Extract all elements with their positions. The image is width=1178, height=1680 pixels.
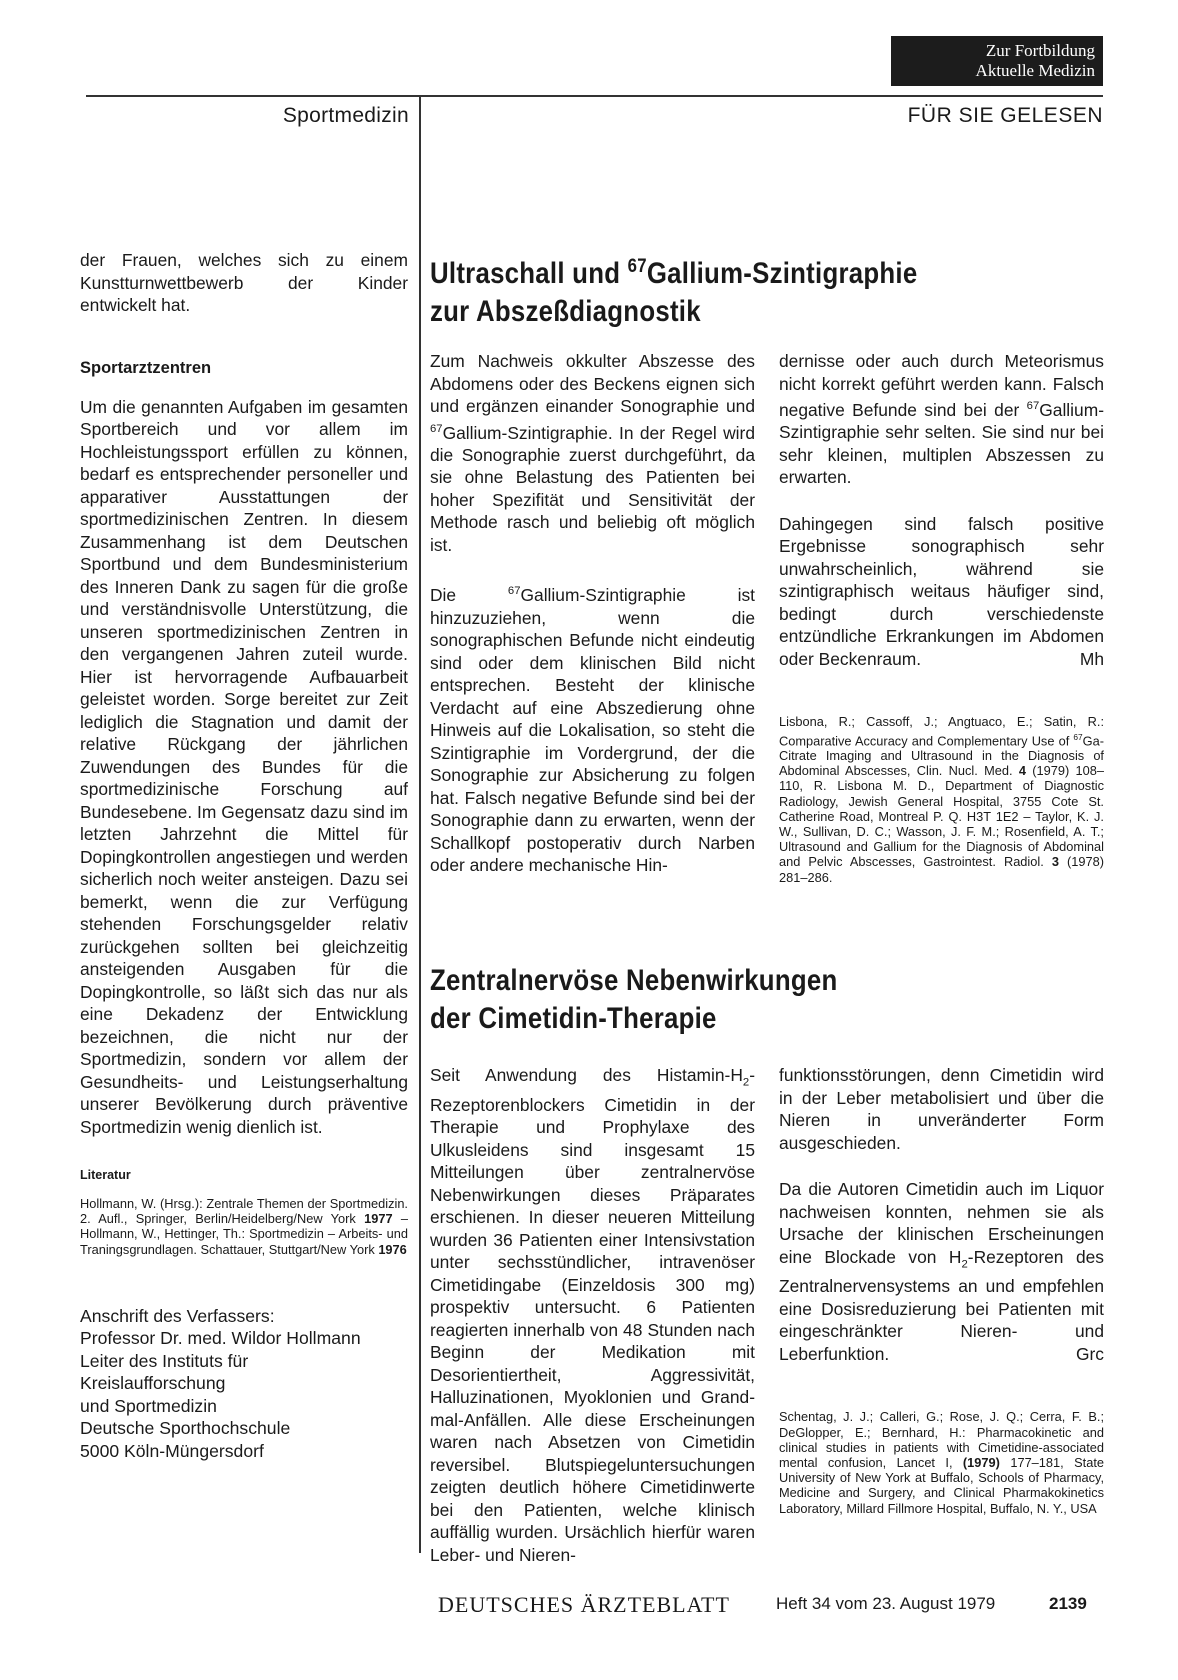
article-1-title-line-1: Ultraschall und $^{67}$Gallium-Szintigraphie — [430, 255, 918, 290]
article-2-title-line-1: Zentralnervöse Nebenwirkungen — [430, 964, 838, 997]
literature-heading: Literatur — [80, 1168, 131, 1182]
ref-text-2: – Hollmann, W., Hettinger, Th.: Sportmedizin – Arbeits- und Traningsgrundlagen. Schattauer, Stuttgart/New York — [80, 1211, 408, 1257]
article-1-signature: Mh — [1079, 648, 1104, 669]
issue-info: Heft 34 vom 23. August 1979 — [776, 1594, 996, 1613]
author-address — [80, 1305, 408, 1463]
article-1-column-right — [779, 350, 1104, 885]
address-line: und Sportmedizin — [80, 1395, 217, 1416]
ref-text-1: Hollmann, W. (Hrsg.): Zentrale Themen der Sportmedizin. 2. Aufl., Springer, Berlin/Heidelberg/New York — [80, 1196, 408, 1227]
journal-name: DEUTSCHES ÄRZTEBLATT — [438, 1592, 730, 1617]
article-1-paragraph-4: Dahingegen sind falsch positive Ergebnisse sonographisch sehr unwahrscheinlich, während sie szintigraphisch weitaus häufiger sind, bedingt durch verschiedenste entzündliche Erkrankungen im Abdomen oder Beckenraum. Mh — [779, 513, 1104, 669]
intro-text: der Frauen, welches sich zu einem Kunstturnwettbewerb der Kinder entwickelt hat. — [80, 250, 408, 315]
article-2-paragraph-3: Da die Autoren Cimetidin auch im Liquor nachweisen konnten, nehmen sie als Ursache der klinischen Erscheinungen eine Blockade von $H_2$-Rezeptoren des Zentralnervensystems an und empfehlen eine Dosisreduzierung bei Patienten mit eingeschränkter Nieren- und Leberfunktion. Grc — [779, 1179, 1105, 1364]
badge-line-2: Aktuelle Medizin — [975, 61, 1095, 80]
ref-year-1: 1977 — [364, 1211, 393, 1227]
address-line: Leiter des Instituts für — [80, 1350, 249, 1371]
literature-reference — [80, 1196, 408, 1257]
article-1-paragraph-3: dernisse oder auch durch Meteorismus nicht korrekt geführt werden kann. Falsch negative Befunde sind bei der $^{67}$Gallium-Szintigraphie sehr selten. Sie sind nur bei sehr kleinen, multiplen Abszessen zu erwarten. — [779, 351, 1104, 488]
article-1-reference: Lisbona, R.; Cassoff, J.; Angtuaco, E.; Satin, R.: Comparative Accuracy and Complementary Use of $^{67}$Ga-Citrate Imaging and Ultrasound in the Diagnosis of Abdominal Abscesses, Clin. Nucl. Med. 4 (1979) 108–110, R. Lisbona M. D., Department of Diagnostic Radiology, Jewish General Hospital, 3755 Cote St. Catherine Road, Montreal P. Q. H3T 1E2 – Taylor, K. J. W., Sullivan, D. C.; Wasson, J. F. M.; Rosenfield, A. T.; Ultrasound and Gallium for the Diagnosis of Abdominal and Pelvic Abscesses, Gastrointest. Radiol. 3 (1978) 281–286. — [779, 714, 1105, 885]
column-divider — [419, 95, 421, 1553]
article-1-column-left — [430, 350, 755, 887]
article-1-title-line-2: zur Abszeßdiagnostik — [430, 295, 701, 328]
article-1-paragraph-1: Zum Nachweis okkulter Abszesse des Abdomens oder des Beckens eignen sich und ergänzen einander Sonographie und $^{67}$Gallium-Szintigraphie. In der Regel wird die Sonographie zuerst durchgeführt, da sie ohne Belastung des Patienten bei hoher Spezifität und Sensitivität der Methode rasch und beliebig oft möglich ist. — [430, 351, 755, 555]
address-line: Deutsche Sporthochschule — [80, 1418, 291, 1439]
header-rule — [86, 95, 1103, 97]
section-label-right: FÜR SIE GELESEN — [907, 104, 1103, 127]
address-line: Professor Dr. med. Wildor Hollmann — [80, 1328, 361, 1349]
article-2-title — [430, 962, 837, 1038]
subheading-sportarztzentren: Sportarztzentren — [80, 358, 212, 377]
left-column — [80, 249, 408, 1462]
article-1-paragraph-2: Die $^{67}$Gallium-Szintigraphie ist hinzuzuziehen, wenn die sonographischen Befunde nicht eindeutig sind oder dem klinischen Bild nicht entsprechen. Besteht der klinische Verdacht auf eine Abszedierung ohne Hinweis auf die Lokalisation, so steht die Szintigraphie im Vordergrund, der die Sonographie zur Absicherung zu folgen hat. Falsch negative Befunde sind bei der Sonographie dann zu erwarten, wenn der Schallkopf postoperativ durch Narben oder andere mechanische Hin- — [430, 585, 755, 876]
section-label-left: Sportmedizin — [282, 104, 409, 127]
article-1-title — [430, 247, 917, 331]
article-2-column-right — [779, 1064, 1104, 1516]
body-text: Um die genannten Aufgaben im gesamten Sportbereich und vor allem im Hochleistungssport erfüllen zu können, bedarf es entsprechender personeller und apparativer Ausstattungen der sportmedizinischen Zentren. In diesem Zusammenhang ist dem Deutschen Sportbund und dem Bundesministerium des Inneren Dank zu sagen für die große und verständnisvolle Unterstützung, die unseren sportmedizinischen Zentren in den vergangenen Jahren zuteil wurde. Hier ist hervorragende Aufbauarbeit geleistet worden. Sorge bereitet zur Zeit lediglich die Stagnation und damit der relative Rückgang der jährlichen Zuwendungen des Bundes für die sportmedizinische Forschung auf Bundesebene. Im Gegensatz dazu sind im letzten Jahrzehnt die Mittel für Dopingkontrollen angestiegen und werden sicherlich noch weiter ansteigen. Dazu sei bemerkt, wenn die zur Verfügung stehenden Forschungsgelder relativ zurückgehen sollten bei gleichzeitig ansteigenden Ausgaben für die Dopingkontrolle, so läßt sich das nur als eine Dekadenz der Entwicklung bezeichnen, die nicht nur der Sportmedizin, sondern vor allem der Gesundheits- und Leistungserhaltung unserer Bevölkerung durch präventive Sportmedizin wenig dienlich ist. — [80, 396, 408, 1137]
page-number: 2139 — [1049, 1594, 1087, 1613]
section-badge — [891, 36, 1103, 86]
article-2-title-line-2: der Cimetidin-Therapie — [430, 1002, 717, 1035]
address-line: Kreislaufforschung — [80, 1373, 226, 1394]
ref-year-2: 1976 — [378, 1241, 407, 1257]
article-2-paragraph-2: funktionsstörungen, denn Cimetidin wird in der Leber metabolisiert und über die Nieren in unveränderter Form ausgeschieden. — [779, 1065, 1104, 1153]
article-2-column-left — [430, 1064, 755, 1576]
address-line: Anschrift des Verfassers: — [80, 1305, 275, 1326]
badge-line-1: Zur Fortbildung — [985, 41, 1095, 60]
article-2-signature: Grc — [1075, 1343, 1104, 1364]
article-2-reference: Schentag, J. J.; Calleri, G.; Rose, J. Q.; Cerra, F. B.; DeGlopper, E.; Bernhard, H.: Pharmacokinetic and clinical studies in patients with Cimetidine-associated mental confusion, Lancet I, (1979) 177–181, State University of New York at Buffalo, Schools of Pharmacy, Medicine and Surgery, and Clinical Pharmakokinetics Laboratory, Millard Fillmore Hospital, Buffalo, N. Y., USA — [779, 1409, 1104, 1516]
article-2-paragraph-1: Seit Anwendung des Histamin-$H_2$-Rezeptorenblockers Cimetidin in der Therapie und Prophylaxe des Ulkusleidens sind insgesamt 15 Mitteilungen über zentralnervöse Nebenwirkungen dieses Präparates erschienen. In dieser neueren Mitteilung wurden 36 Patienten einer Intensivstation unter sechsstündlicher, intravenöser Cimetidingabe (Einzeldosis 300 mg) prospektiv untersucht. 6 Patienten reagierten innerhalb von 48 Stunden nach Beginn der Medikation mit Desorientiertheit, Aggressivität, Halluzinationen, Myoklonien und Grand-mal-Anfällen. Alle diese Erscheinungen waren nach Absetzen von Cimetidin reversibel. Blutspiegeluntersuchungen zeigten deutlich höhere Cimetidinwerte bei den Patienten, welche klinisch auffällig wurden. Ursächlich hierfür waren Leber- und Nieren- — [430, 1065, 755, 1565]
address-line: 5000 Köln-Müngersdorf — [80, 1440, 264, 1461]
